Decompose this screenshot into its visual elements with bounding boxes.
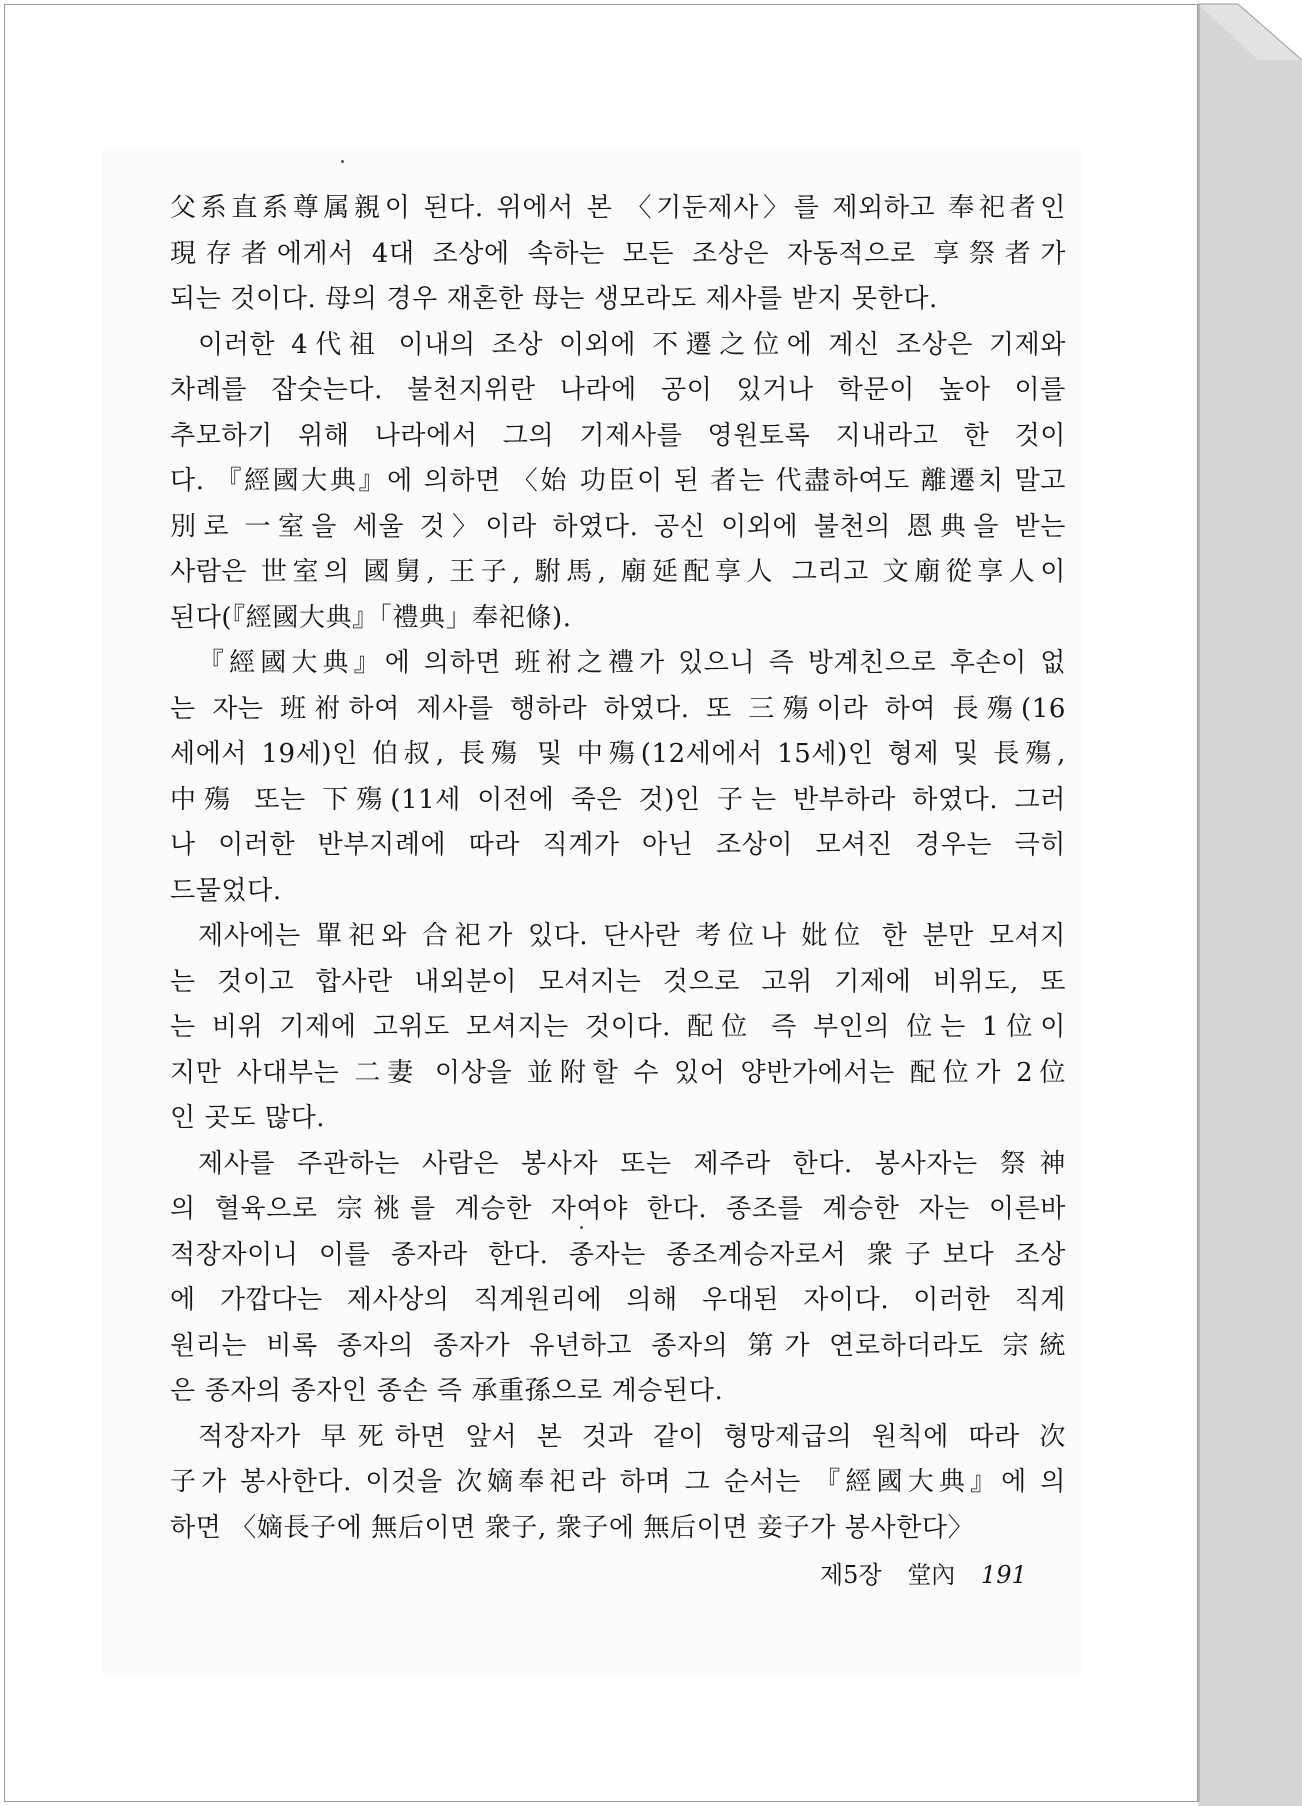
scan-speck <box>341 160 344 163</box>
text-line: 드물었다. <box>170 875 282 906</box>
book-side-edge <box>1198 0 1302 1806</box>
text-line: 은 종자의 종자인 종손 즉 承重孫으로 계승된다. <box>170 1376 724 1406</box>
text-line: 사람은 世室의 國舅, 王子, 駙馬, 廟延配享人 그리고 文廟從享人이 <box>170 557 1066 587</box>
chapter-label: 제5장 <box>820 1561 882 1589</box>
paragraph <box>170 1142 1066 1415</box>
text-line: 는 것이고 합사란 내외분이 모셔지는 것으로 고위 기제에 비위도, 또 <box>170 966 1066 997</box>
text-line: 中殤 또는 下殤(11세 이전에 죽은 것)인 子는 반부하라 하였다. 그러 <box>170 784 1066 815</box>
text-line: 하면 〈嫡長子에 無后이면 衆子, 衆子에 無后이면 妾子가 봉사한다〉 <box>170 1512 975 1543</box>
text-line: 子가 봉사한다. 이것을 次嫡奉祀라 하며 그 순서는 『經國大典』에 의 <box>170 1467 1066 1497</box>
text-line: 이러한 4代祖 이내의 조상 이외에 不遷之位에 계신 조상은 기제와 <box>198 329 1066 360</box>
text-line: 차례를 잡숫는다. 불천지위란 나라에 공이 있거나 학문이 높아 이를 <box>170 375 1066 405</box>
text-line: 에 가깝다는 제사상의 직계원리에 의해 우대된 자이다. 이러한 직계 <box>170 1285 1066 1315</box>
page-footer <box>820 1555 1060 1591</box>
text-line: 제사를 주관하는 사람은 봉사자 또는 제주라 한다. 봉사자는 祭神 <box>198 1148 1066 1179</box>
text-line: 『經國大典』에 의하면 班祔之禮가 있으니 즉 방계친으로 후손이 없 <box>198 648 1066 678</box>
section-label: 堂內 <box>907 1561 956 1589</box>
text-line: 제사에는 單祀와 合祀가 있다. 단사란 考位나 妣位 한 분만 모셔지 <box>198 921 1066 951</box>
paragraph <box>170 1415 1066 1552</box>
text-line: 인 곳도 많다. <box>170 1103 326 1133</box>
text-line: 원리는 비록 종자의 종자가 유년하고 종자의 第가 연로하더라도 宗統 <box>170 1330 1066 1361</box>
text-line: 세에서 19세)인 伯叔, 長殤 및 中殤(12세에서 15세)인 형제 및 長殤, <box>170 739 1066 769</box>
text-line: 나 이러한 반부지례에 따라 직계가 아닌 조상이 모셔진 경우는 극히 <box>170 830 1066 860</box>
body-text <box>170 186 1066 1551</box>
text-line: 된다(『經國大典』「禮典」奉祀條). <box>170 602 572 633</box>
text-line: 現存者에게서 4대 조상에 속하는 모든 조상은 자동적으로 享祭者가 <box>170 238 1066 269</box>
paragraph <box>170 186 1066 323</box>
paragraph <box>170 914 1066 1142</box>
text-line: 는 비위 기제에 고위도 모셔지는 것이다. 配位 즉 부인의 位는 1位이 <box>170 1012 1066 1042</box>
text-line: 의 혈육으로 宗祧를 계승한 자여야 한다. 종조를 계승한 자는 이른바 <box>170 1194 1066 1224</box>
text-line: 父系直系尊属親이 된다. 위에서 본 〈기둔제사〉를 제외하고 奉祀者인 <box>170 193 1066 223</box>
text-line: 적장자가 早死하면 앞서 본 것과 같이 형망제급의 원칙에 따라 次 <box>198 1421 1066 1452</box>
text-line: 는 자는 班祔하여 제사를 행하라 하였다. 또 三殤이라 하여 長殤(16 <box>170 693 1066 724</box>
scan-speck <box>580 1226 583 1229</box>
paragraph <box>170 323 1066 642</box>
text-line: 지만 사대부는 二妻 이상을 並附할 수 있어 양반가에서는 配位가 2位 <box>170 1057 1066 1088</box>
text-line: 추모하기 위해 나라에서 그의 기제사를 영원토록 지내라고 한 것이 <box>170 420 1066 451</box>
text-line: 적장자이니 이를 종자라 한다. 종자는 종조계승자로서 衆子보다 조상 <box>170 1239 1066 1270</box>
page-number: 191 <box>980 1561 1027 1589</box>
text-line: 다. 『經國大典』에 의하면 〈始 功臣이 된 者는 代盡하여도 離遷치 말고 <box>170 466 1066 496</box>
paragraph <box>170 641 1066 914</box>
text-line: 別로 一室을 세울 것〉이라 하였다. 공신 이외에 불천의 恩典을 받는 <box>170 511 1066 542</box>
text-line: 되는 것이다. 母의 경우 재혼한 母는 생모라도 제사를 받지 못한다. <box>170 284 938 314</box>
